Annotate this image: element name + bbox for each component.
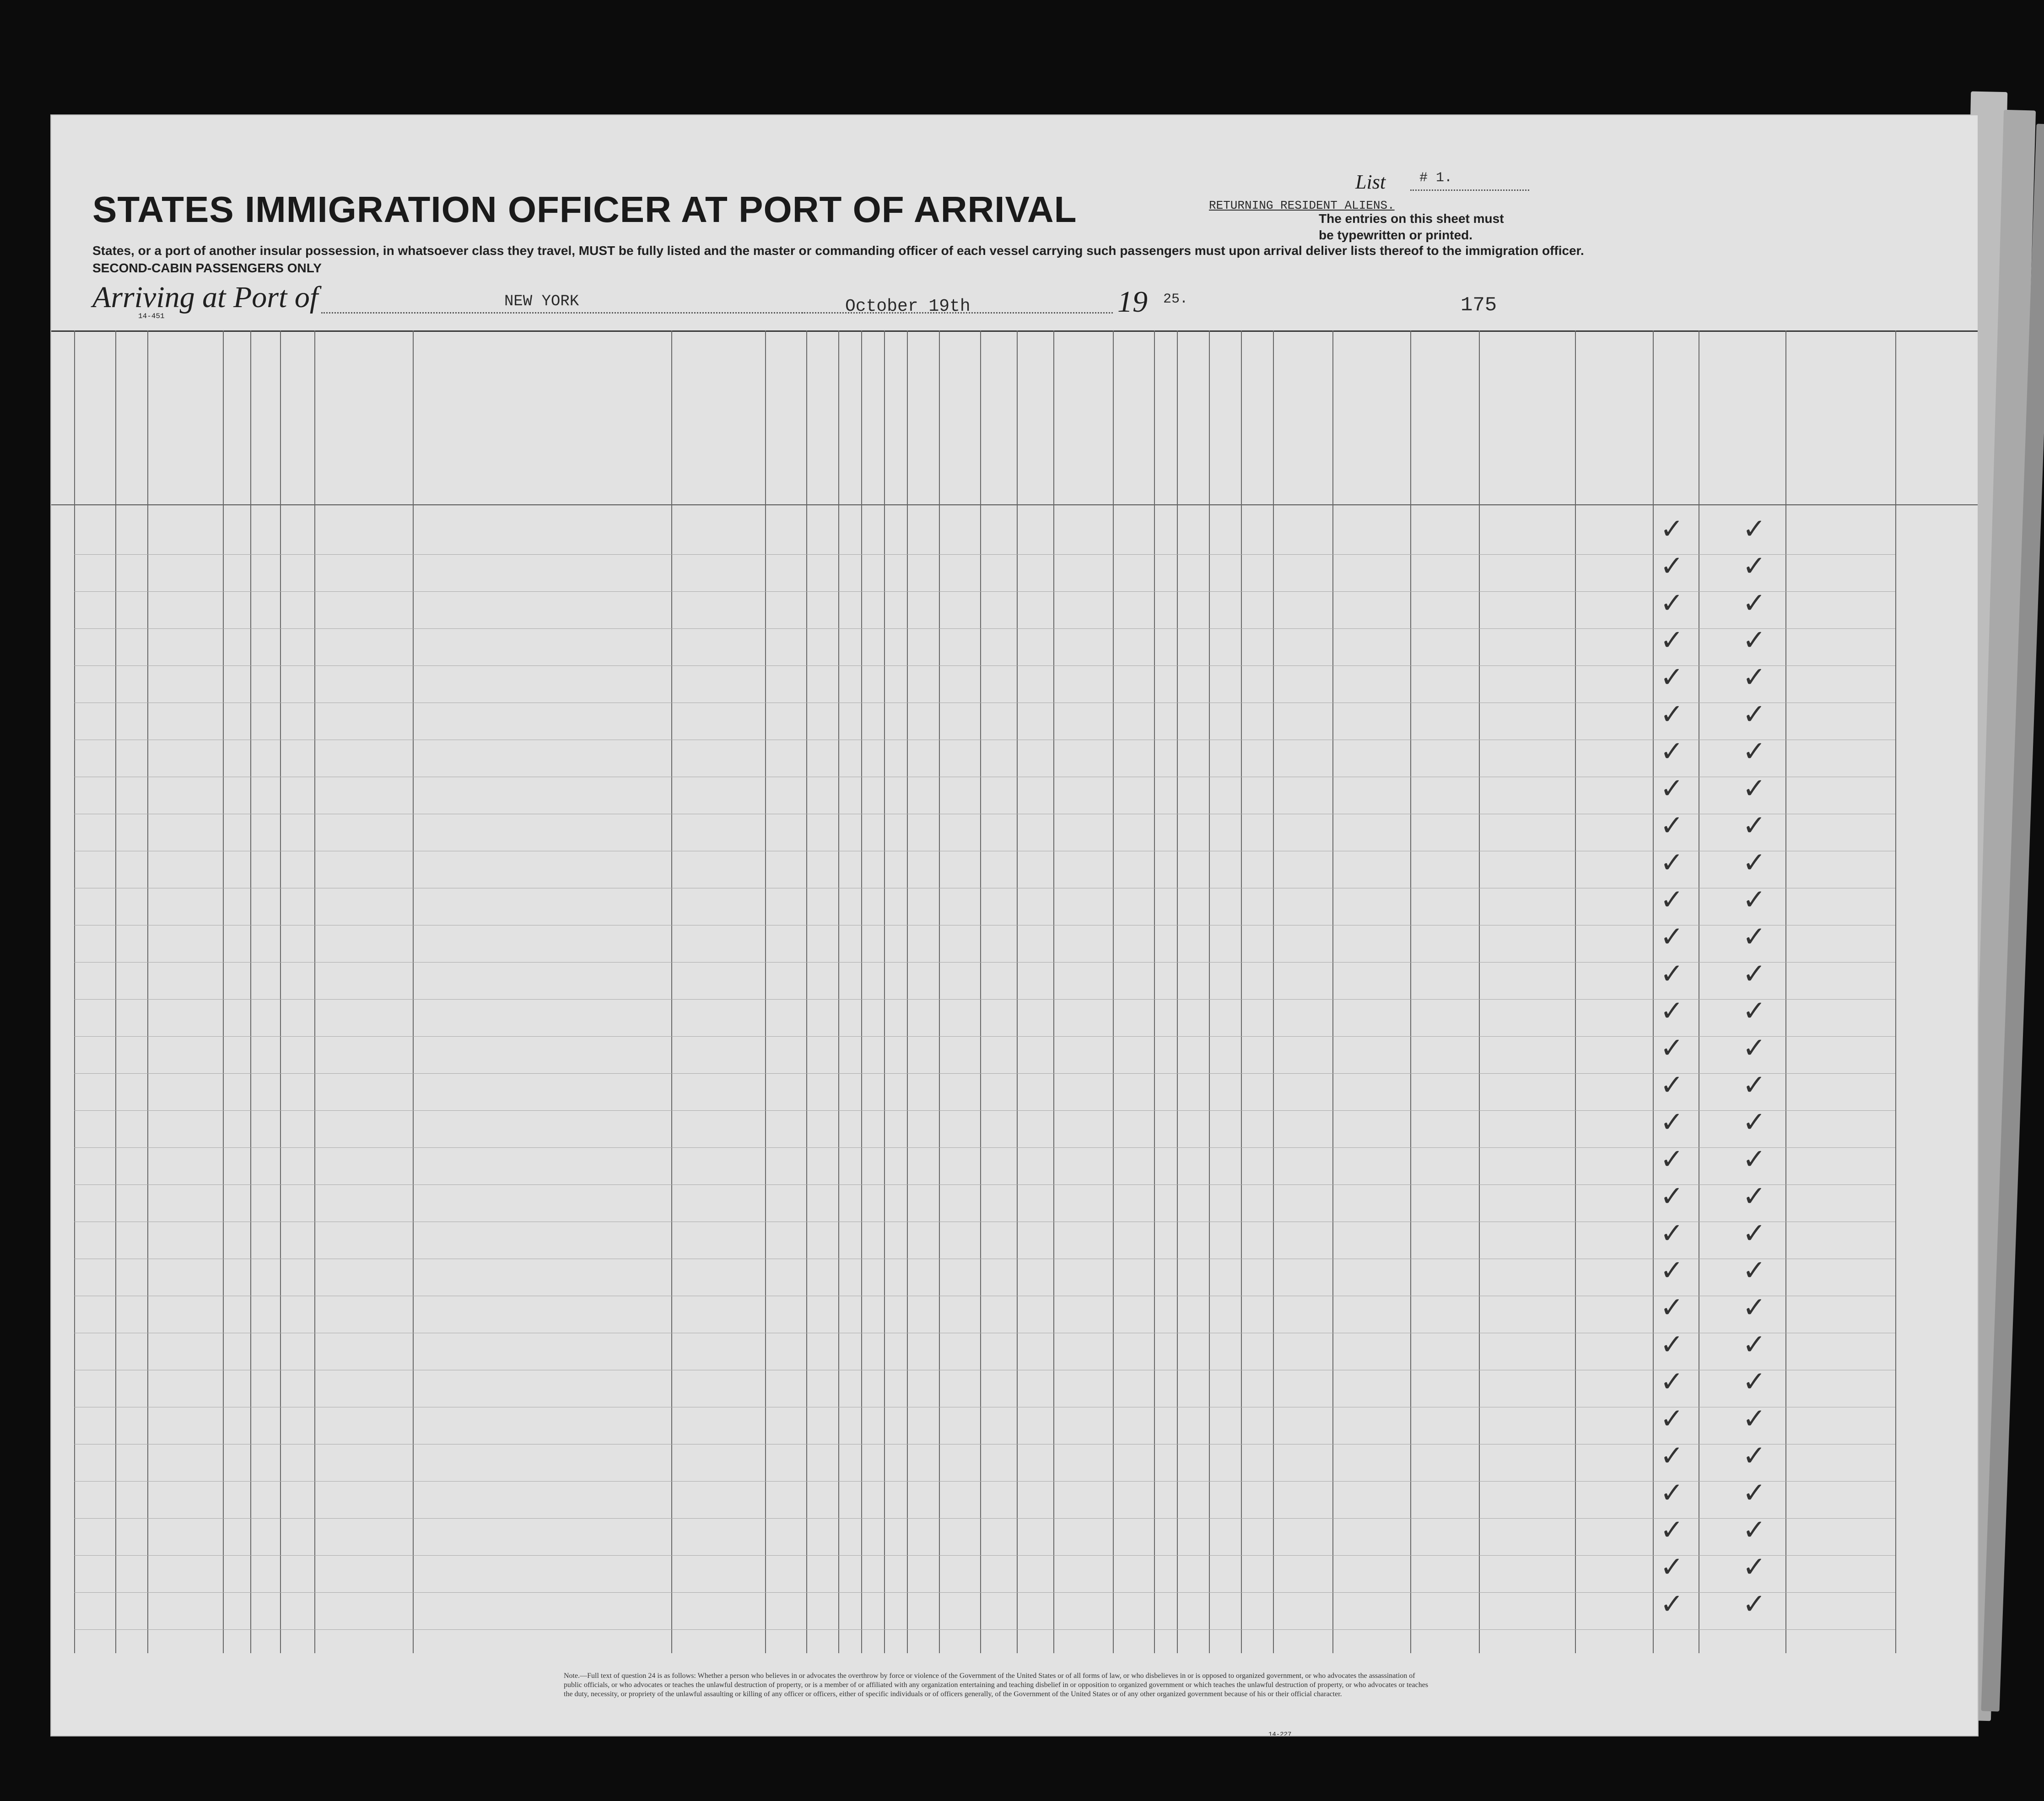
table-top-rule	[51, 330, 1978, 332]
column-rule	[1053, 330, 1054, 1653]
column-rule	[1209, 330, 1210, 1653]
column-rule	[280, 330, 281, 1653]
column-rule	[838, 330, 839, 1653]
check-mark: ✓	[1662, 995, 1682, 1031]
column-rule	[1895, 330, 1896, 1653]
check-mark: ✓	[1662, 735, 1682, 771]
column-rule	[1653, 330, 1654, 1653]
check-mark: ✓	[1744, 1328, 1764, 1364]
row-rule	[74, 1036, 1895, 1037]
check-mark: ✓	[1662, 1217, 1682, 1253]
check-mark: ✓	[1744, 1032, 1764, 1068]
check-mark: ✓	[1662, 1254, 1682, 1290]
check-mark: ✓	[1744, 1254, 1764, 1290]
list-heading: RETURNING RESIDENT ALIENS.	[1209, 199, 1395, 212]
check-mark: ✓	[1662, 1328, 1682, 1364]
check-mark: ✓	[1744, 957, 1764, 994]
check-mark: ✓	[1662, 1514, 1682, 1550]
check-mark: ✓	[1662, 624, 1682, 660]
column-rule	[1113, 330, 1114, 1653]
check-mark: ✓	[1662, 513, 1682, 549]
row-rule	[74, 1555, 1895, 1556]
check-mark: ✓	[1662, 698, 1682, 734]
list-label: List	[1355, 171, 1386, 193]
year-suffix: 25.	[1163, 292, 1188, 307]
port-value: NEW YORK	[504, 293, 579, 310]
row-rule	[74, 1629, 1895, 1630]
column-rule	[250, 330, 251, 1653]
manifest-page	[50, 114, 1979, 1736]
check-mark: ✓	[1662, 550, 1682, 586]
check-mark: ✓	[1662, 1069, 1682, 1105]
cabin-class-label: SECOND-CABIN PASSENGERS ONLY	[92, 261, 322, 275]
column-rule	[223, 330, 224, 1653]
row-rule	[74, 1184, 1895, 1185]
row-rule	[74, 962, 1895, 963]
check-mark: ✓	[1744, 698, 1764, 734]
column-rule	[939, 330, 940, 1653]
column-rule	[1575, 330, 1576, 1653]
column-rule	[115, 330, 116, 1653]
check-mark: ✓	[1744, 995, 1764, 1031]
column-rule	[413, 330, 414, 1653]
column-rule	[1177, 330, 1178, 1653]
check-mark: ✓	[1744, 1514, 1764, 1550]
check-mark: ✓	[1744, 846, 1764, 882]
row-rule	[74, 1518, 1895, 1519]
list-field-line	[1410, 189, 1529, 191]
column-rule	[1785, 330, 1786, 1653]
check-mark: ✓	[1662, 1402, 1682, 1439]
column-rule	[1410, 330, 1411, 1653]
column-rule	[314, 330, 315, 1653]
check-mark: ✓	[1744, 809, 1764, 845]
year-prefix: 19	[1117, 285, 1148, 319]
check-mark: ✓	[1662, 846, 1682, 882]
check-mark: ✓	[1744, 513, 1764, 549]
row-rule	[74, 554, 1895, 555]
check-mark: ✓	[1744, 1217, 1764, 1253]
check-mark: ✓	[1744, 1106, 1764, 1142]
check-mark: ✓	[1662, 1291, 1682, 1327]
check-mark: ✓	[1662, 1032, 1682, 1068]
column-rule	[806, 330, 807, 1653]
column-rule	[907, 330, 908, 1653]
column-rule	[884, 330, 885, 1653]
row-rule	[74, 1073, 1895, 1074]
check-mark: ✓	[1662, 661, 1682, 697]
column-rule	[1332, 330, 1333, 1653]
check-mark: ✓	[1744, 735, 1764, 771]
check-mark: ✓	[1662, 1439, 1682, 1476]
check-mark: ✓	[1662, 1551, 1682, 1587]
arriving-label: Arriving at Port of	[92, 281, 318, 314]
form-code: 14-451	[138, 312, 165, 320]
footnote: Note.—Full text of question 24 is as follows: Whether a person who believes in or advocates the overthrow by force or violence of the Government of the United States or of all forms of law, or who disbelieves in or is opposed to organized government, or who advocates the assassination of public officials, or who advocates or teaches the unlawful destruction of property, or is a member of or affiliated with any organization entertaining and teaching disbelief in or opposition to organized government or which teaches the unlawful destruction of property, or who advocates or teaches the duty, necessity, or propriety of the unlawful assaulting or killing of any officer or officers, either of specific individuals or of officers generally, of the Government of the United States or of any other organized government because of his or their official character.	[564, 1672, 1429, 1698]
check-mark: ✓	[1744, 1551, 1764, 1587]
check-mark: ✓	[1662, 1476, 1682, 1513]
check-mark: ✓	[1744, 883, 1764, 919]
header-bottom-rule	[51, 504, 1978, 505]
check-mark: ✓	[1744, 1476, 1764, 1513]
column-rule	[980, 330, 981, 1653]
typewritten-note	[1319, 211, 1504, 243]
check-mark: ✓	[1662, 1588, 1682, 1624]
note-line: be typewritten or printed.	[1319, 228, 1473, 242]
column-rule	[861, 330, 862, 1653]
list-number: # 1.	[1419, 170, 1453, 186]
check-mark: ✓	[1662, 587, 1682, 623]
check-mark: ✓	[1662, 1365, 1682, 1401]
row-rule	[74, 665, 1895, 666]
check-mark: ✓	[1744, 772, 1764, 808]
check-mark: ✓	[1744, 1439, 1764, 1476]
check-mark: ✓	[1744, 1180, 1764, 1216]
column-rule	[671, 330, 672, 1653]
check-mark: ✓	[1744, 550, 1764, 586]
check-mark: ✓	[1744, 1365, 1764, 1401]
column-rule	[1017, 330, 1018, 1653]
page-title: STATES IMMIGRATION OFFICER AT PORT OF ARRIVAL	[92, 189, 1077, 230]
footnote-code: 14-227	[1268, 1731, 1292, 1736]
check-mark: ✓	[1744, 1069, 1764, 1105]
row-rule	[74, 1110, 1895, 1111]
check-mark: ✓	[1744, 624, 1764, 660]
check-mark: ✓	[1744, 661, 1764, 697]
port-field-line	[321, 312, 838, 314]
check-mark: ✓	[1744, 1143, 1764, 1179]
arrival-date: October 19th	[845, 297, 971, 316]
column-rule	[147, 330, 148, 1653]
check-mark: ✓	[1662, 957, 1682, 994]
page-number: 175	[1461, 294, 1497, 317]
check-mark: ✓	[1662, 1180, 1682, 1216]
column-rule	[74, 330, 75, 1653]
column-rule	[765, 330, 766, 1653]
check-mark: ✓	[1662, 1143, 1682, 1179]
check-mark: ✓	[1744, 1402, 1764, 1439]
column-rule	[1273, 330, 1274, 1653]
row-rule	[74, 1147, 1895, 1148]
check-mark: ✓	[1662, 772, 1682, 808]
check-mark: ✓	[1662, 809, 1682, 845]
check-mark: ✓	[1744, 1588, 1764, 1624]
column-rule	[1154, 330, 1155, 1653]
column-rule	[1479, 330, 1480, 1653]
row-rule	[74, 591, 1895, 592]
check-mark: ✓	[1744, 587, 1764, 623]
instructions-line: States, or a port of another insular possession, in whatsoever class they travel, MUST be fully listed and the master or commanding officer of each vessel carrying such passengers must upon arrival deliver lists thereof to the immigration officer.	[92, 243, 1584, 258]
row-rule	[74, 1481, 1895, 1482]
note-line: The entries on this sheet must	[1319, 211, 1504, 226]
check-mark: ✓	[1662, 1106, 1682, 1142]
column-rule	[1241, 330, 1242, 1653]
check-mark: ✓	[1662, 920, 1682, 957]
row-rule	[74, 628, 1895, 629]
row-rule	[74, 999, 1895, 1000]
check-mark: ✓	[1662, 883, 1682, 919]
row-rule	[74, 1592, 1895, 1593]
check-mark: ✓	[1744, 1291, 1764, 1327]
check-mark: ✓	[1744, 920, 1764, 957]
